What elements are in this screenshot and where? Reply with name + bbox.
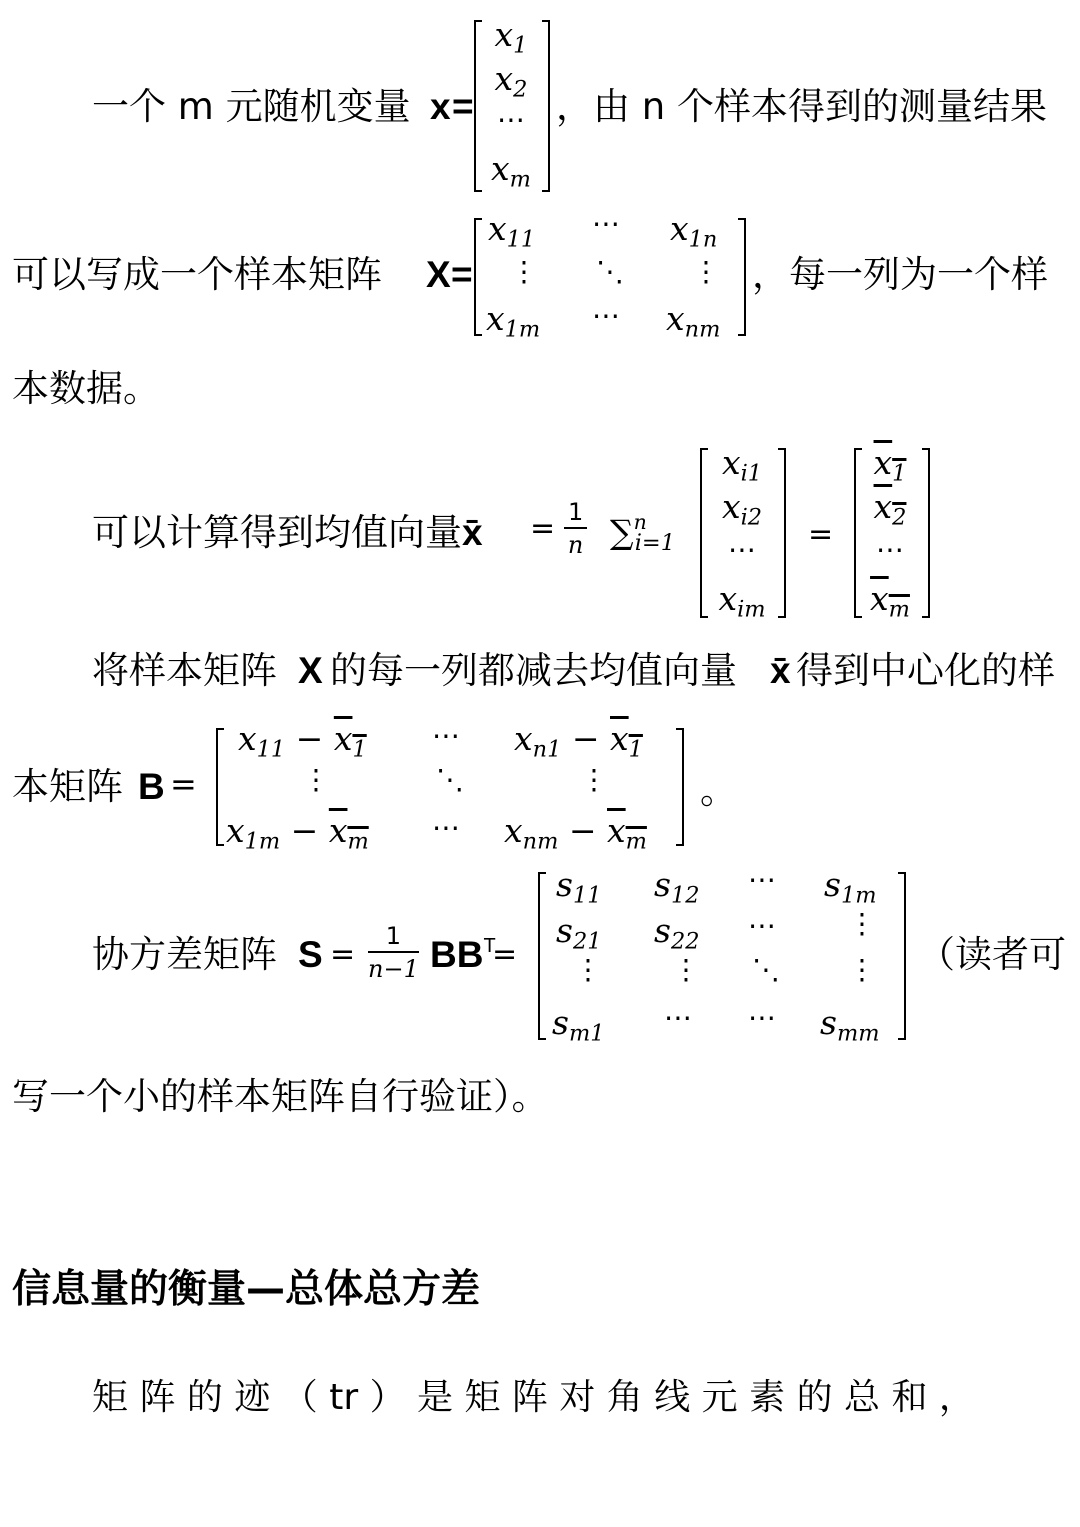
matrix-S-left-bracket (538, 872, 546, 1040)
matrix-S-s12: $s_{12}$ (654, 865, 700, 909)
vector-xi-2: $x_{i2}$ (721, 487, 763, 531)
summation (610, 510, 675, 557)
matrix-X-x1n: $x_{1n}$ (670, 209, 718, 253)
cov-fraction-denominator: n−1 (368, 955, 419, 983)
matrix-S-r1-hdots: ⋯ (748, 863, 776, 896)
B-symbol: B (138, 766, 165, 807)
vector-x-dots: ⋯ (497, 103, 525, 136)
para4-equals-2: = (492, 937, 518, 972)
matrix-X-x11: $x_{11}$ (488, 209, 536, 253)
para2-equals-2: = (808, 517, 834, 552)
vector-xi-right-bracket (778, 448, 786, 618)
BBT (430, 936, 496, 973)
matrix-S-r2-hdots: ⋯ (748, 909, 776, 942)
equals-2: = (451, 254, 473, 295)
vector-xbar-m: $x_m$ (870, 579, 910, 623)
fraction-1-over-n (564, 500, 587, 557)
x-symbol: x (430, 86, 451, 127)
sum-sign: ∑ (610, 512, 634, 552)
transpose-sup: T (483, 935, 496, 957)
matrix-X-xnm: $x_{nm}$ (666, 299, 721, 343)
vector-xi-left-bracket (700, 448, 708, 618)
matrix-X-hdots-1: ⋯ (592, 207, 620, 240)
para2-prefix: 可以计算得到均值向量 (92, 511, 462, 554)
para1-line1-prefix: 一个 m 元随机变量 (92, 85, 411, 128)
vector-xbar-right-bracket (922, 448, 930, 618)
X-symbol: X (426, 254, 451, 295)
para3-line1-start: 将样本矩阵 (92, 649, 277, 692)
fraction-numerator: 1 (564, 500, 587, 529)
matrix-S-smm: $s_{mm}$ (820, 1003, 880, 1047)
para3-X: X (298, 650, 323, 691)
para3-xbar: x̄ (770, 650, 791, 691)
matrix-X-left-bracket (474, 218, 482, 336)
vector-xbar-left-bracket (854, 448, 862, 618)
xbar-symbol: x̄ (462, 512, 483, 553)
para2-equals: = (530, 511, 556, 546)
matrix-S-s11: $s_{11}$ (556, 865, 602, 909)
vector-x-left-bracket (474, 20, 482, 192)
matrix-S-r2-vdots: ⋮ (848, 907, 876, 940)
para1-line1-suffix: ，由 n 个样本得到的测量结果 (556, 85, 1047, 128)
vector-xbar-2: $x_2$ (873, 487, 907, 531)
matrix-S-sm1: $s_{m1}$ (552, 1003, 605, 1047)
equals: = (452, 86, 474, 127)
matrix-B-11: $x_{11} - x_1$ (238, 719, 367, 763)
vector-x-entry-2: $x_2$ (494, 59, 528, 103)
matrix-X-hdots-2: ⋯ (592, 299, 620, 332)
matrix-S-r3-vdots-1: ⋮ (574, 953, 602, 986)
matrix-X-vdots-2: ⋮ (692, 255, 720, 288)
sum-upper: n (633, 510, 647, 534)
para3-line2-prefix: 本矩阵 (12, 765, 123, 808)
vector-xbar-dots: ⋯ (876, 533, 904, 566)
matrix-X-x1m: $x_{1m}$ (486, 299, 541, 343)
matrix-B-vdots-2: ⋮ (580, 763, 608, 796)
matrix-B-nm: $x_{nm} - x_m$ (504, 811, 647, 855)
S-symbol: S (298, 934, 323, 975)
para1-line3: 本数据。 (12, 367, 160, 410)
para1-line2-suffix: ，每一列为一个样 (752, 253, 1048, 296)
fraction-denominator: n (567, 531, 584, 559)
vector-x-right-bracket (542, 20, 550, 192)
para4-equals: = (330, 937, 356, 972)
matrix-X-vdots-1: ⋮ (510, 255, 538, 288)
matrix-B-ddots: ⋱ (436, 763, 464, 796)
para4-prefix: 协方差矩阵 (92, 933, 277, 976)
matrix-B-hdots-1: ⋯ (432, 719, 460, 752)
matrix-S-ddots: ⋱ (752, 953, 780, 986)
matrix-S-s22: $s_{22}$ (654, 911, 700, 955)
matrix-B-hdots-2: ⋯ (432, 811, 460, 844)
matrix-X-right-bracket (738, 218, 746, 336)
para5: 矩 阵 的 迹 （ tr ） 是 矩 阵 对 角 线 元 素 的 总 和 ， (92, 1377, 975, 1418)
matrix-B-left-bracket (216, 728, 224, 846)
vector-xbar-1: $x_1$ (873, 443, 907, 487)
matrix-S-r4-hdots-1: ⋯ (664, 1001, 692, 1034)
matrix-S-right-bracket (898, 872, 906, 1040)
matrix-S-r3-vdots-2: ⋮ (672, 953, 700, 986)
matrix-B-vdots-1: ⋮ (302, 763, 330, 796)
matrix-S-r4-hdots-2: ⋯ (748, 1001, 776, 1034)
vector-x-entry-m: $x_m$ (491, 149, 531, 193)
para3-line1-mid: 的每一列都减去均值向量 (330, 649, 737, 692)
matrix-B-right-bracket (676, 728, 684, 846)
para4-suffix: （读者可 (918, 933, 1066, 976)
para3-period: 。 (700, 769, 737, 812)
para1-line2-prefix: 可以写成一个样本矩阵 (12, 253, 382, 296)
matrix-X-ddots: ⋱ (596, 255, 624, 288)
matrix-B-1m: $x_{1m} - x_m$ (226, 811, 369, 855)
BB-text: BB (430, 934, 484, 975)
vector-x-entry-1: $x_1$ (494, 15, 528, 59)
para4-line2: 写一个小的样本矩阵自行验证）。 (12, 1075, 549, 1118)
para3-equals: = (170, 765, 197, 803)
matrix-S-s21: $s_{21}$ (556, 911, 602, 955)
vector-xi-dots: ⋯ (728, 533, 756, 566)
matrix-S-r3-vdots-3: ⋮ (848, 953, 876, 986)
para3-line1-suffix: 得到中心化的样 (796, 649, 1055, 692)
sum-lower: i=1 (634, 530, 675, 557)
vector-xi-1: $x_{i1}$ (721, 443, 763, 487)
section-heading: 信息量的衡量—总体总方差 (12, 1267, 481, 1312)
cov-fraction-numerator: 1 (368, 924, 419, 953)
matrix-S-s1m: $s_{1m}$ (824, 865, 877, 909)
vector-xi-m: $x_{im}$ (718, 579, 766, 623)
fraction-1-over-n-minus-1 (368, 924, 419, 981)
matrix-B-n1: $x_{n1} - x_1$ (514, 719, 643, 763)
